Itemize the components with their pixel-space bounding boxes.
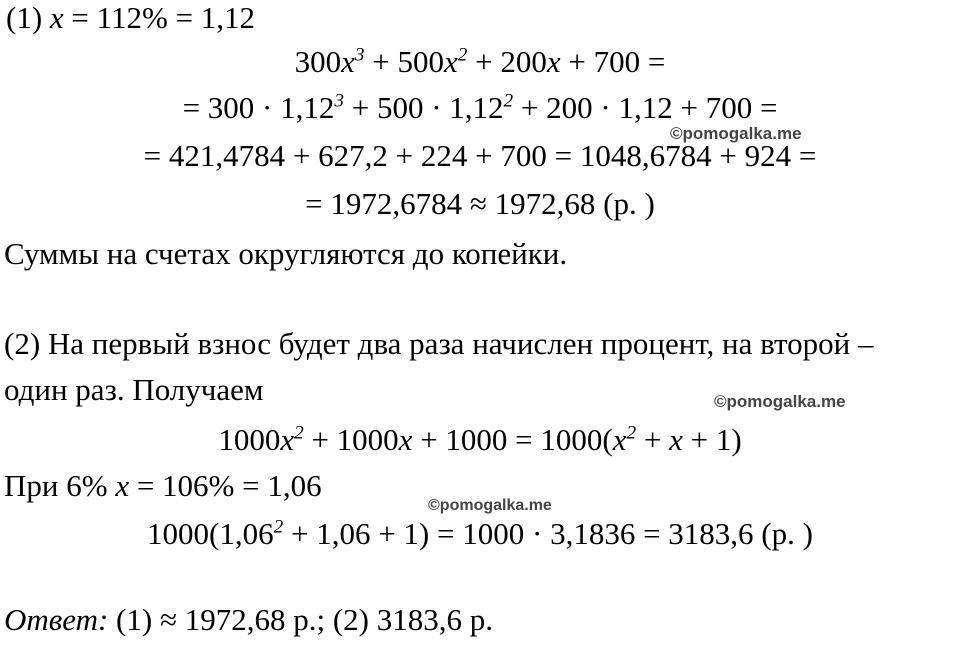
solution-line-8: один раз. Получаем: [4, 372, 264, 407]
watermark-pomogalka-2: ©pomogalka.me: [714, 392, 846, 411]
solution-line-2: [0, 44, 960, 80]
answer-label: Ответ:: [4, 602, 109, 637]
solution-line-3: [0, 90, 960, 126]
line-4-text: = 421,4784 + 627,2 + 224 + 700 = 1048,6784 + 924 =: [143, 138, 817, 173]
solution-line-1: [6, 2, 255, 33]
line-11-text: $1000(1,06^2 + 1,06 + 1) = 1000 \cdot 3,1836 = 3183,6$ (р. ): [147, 516, 813, 552]
answer-value: (1) ≈ 1972,68 р.; (2) 3183,6 р.: [116, 602, 493, 637]
solution-line-7: (2) На первый взнос будет два раза начислен процент, на второй –: [4, 326, 874, 361]
line-10-text: При 6% x = 106% = 1,06: [4, 468, 322, 503]
watermark-pomogalka-3: ©pomogalka.me: [428, 497, 552, 514]
solution-line-10: [4, 470, 322, 501]
watermark-pomogalka-1: ©pomogalka.me: [670, 124, 802, 143]
note-rounding: Суммы на счетах округляются до копейки.: [4, 236, 568, 271]
line-1-text: (1) x = 112% = 1,12: [6, 0, 256, 35]
line-3-text: = $300 \cdot 1,12^3 + 500 \cdot 1,12^2 + 200 \cdot 1,12 + 700$ =: [182, 90, 778, 126]
solution-line-5: [0, 188, 960, 219]
line-5-text: = 1972,6784 ≈ 1972,68 (р. ): [305, 186, 655, 221]
line-9-text: $1000x^2 + 1000x + 1000 = 1000(x^2 + x + 1)$: [218, 422, 742, 458]
solution-line-9: [0, 422, 960, 458]
line-2-text: $300x^3 + 500x^2 + 200x + 700$ =: [294, 44, 666, 80]
solution-line-4: [0, 140, 960, 171]
answer-line: [4, 604, 493, 635]
solution-line-11: [0, 516, 960, 552]
